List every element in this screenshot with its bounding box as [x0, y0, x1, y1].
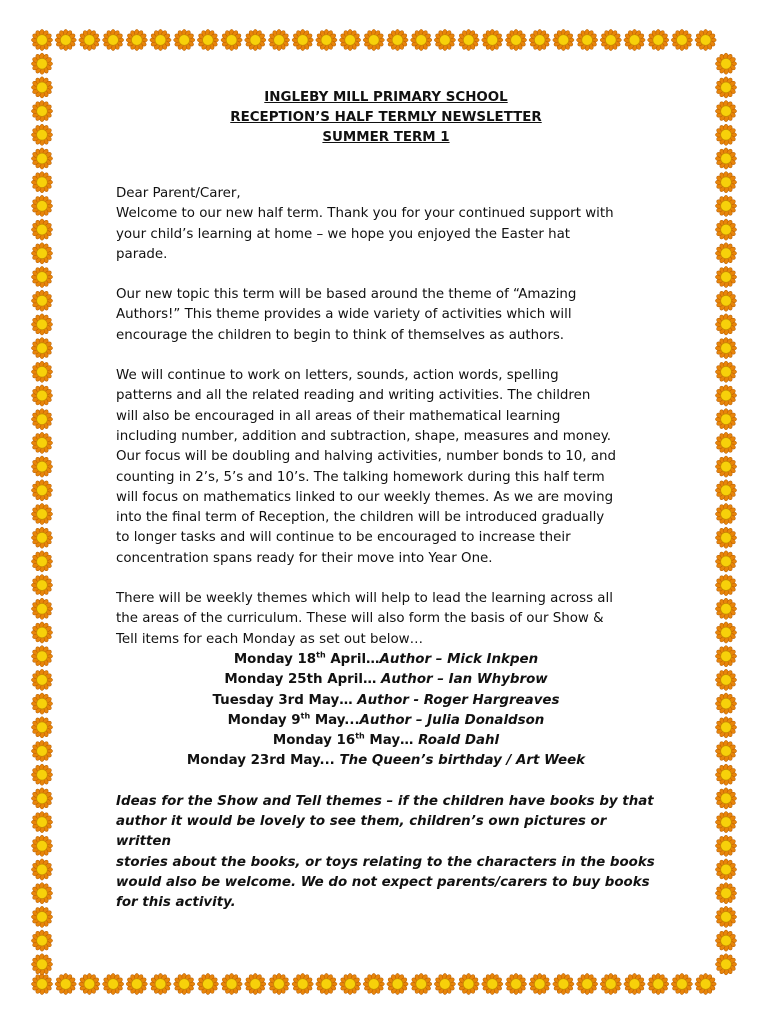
sun-flower-icon [268, 973, 289, 994]
learning-line: patterns and all the related reading and writing activities. The children [116, 388, 591, 404]
sun-flower-icon [31, 859, 52, 880]
topic-paragraph [116, 285, 656, 346]
sun-flower-icon [150, 29, 171, 50]
schedule-row: Monday 9th May...Author – Julia Donaldson [227, 711, 545, 728]
sun-flower-icon [31, 480, 52, 501]
topic-line: encourage the children to begin to think of themselves as authors. [116, 327, 565, 343]
intro-line: parade. [116, 246, 168, 262]
sun-flower-icon [624, 29, 645, 50]
sun-flower-icon [600, 973, 621, 994]
sun-flower-icon [31, 124, 52, 145]
sun-flower-icon [715, 835, 736, 856]
sun-flower-icon [174, 973, 195, 994]
sun-flower-icon [31, 954, 52, 975]
sun-flower-icon [715, 361, 736, 382]
greeting: Dear Parent/Carer, [116, 186, 241, 201]
sun-flower-icon [126, 973, 147, 994]
newsletter [116, 88, 656, 914]
sun-flower-icon [387, 973, 408, 994]
sun-flower-icon [31, 883, 52, 904]
sun-flower-icon [715, 337, 736, 358]
sun-flower-icon [221, 29, 242, 50]
sun-flower-icon [624, 973, 645, 994]
sun-flower-icon [31, 693, 52, 714]
sun-flower-icon [31, 29, 52, 50]
sun-flower-icon [671, 973, 692, 994]
sun-flower-icon [715, 764, 736, 785]
ideas-line: stories about the books, or toys relating to the characters in the books [116, 854, 655, 870]
sun-flower-icon [715, 598, 736, 619]
schedule-row: Monday 18th April…Author – Mick Inkpen [233, 650, 539, 667]
sun-flower-icon [31, 385, 52, 406]
learning-paragraph [116, 366, 656, 569]
newsletter-title [116, 88, 656, 148]
sun-flower-icon [55, 973, 76, 994]
sun-flower-icon [31, 314, 52, 335]
sun-flower-icon [576, 973, 597, 994]
learning-line: will focus on mathematics linked to our weekly themes. As we are moving [116, 489, 614, 505]
sun-flower-icon [31, 835, 52, 856]
sun-flower-icon [387, 29, 408, 50]
sun-flower-icon [31, 622, 52, 643]
themes-line: the areas of the curriculum. These will also form the basis of our Show & [116, 611, 604, 627]
sun-flower-icon [31, 195, 52, 216]
sun-flower-icon [715, 148, 736, 169]
intro-line: Welcome to our new half term. Thank you for your continued support with [116, 206, 614, 222]
show-and-tell-ideas [116, 792, 656, 914]
sun-flower-icon [715, 527, 736, 548]
sun-flower-icon [31, 53, 52, 74]
sun-flower-icon [715, 551, 736, 572]
sun-flower-icon [715, 243, 736, 264]
sun-flower-icon [363, 29, 384, 50]
sun-flower-icon [103, 29, 124, 50]
sun-flower-icon [31, 243, 52, 264]
schedule-row: Monday 25th April… Author – Ian Whybrow [224, 672, 548, 688]
learning-line: to longer tasks and will continue to be encouraged to increase their [116, 530, 571, 546]
sun-flower-icon [79, 29, 100, 50]
sun-flower-icon [103, 973, 124, 994]
learning-line: will also be encouraged in all areas of their mathematical learning [116, 408, 561, 424]
sun-flower-icon [715, 480, 736, 501]
greeting-paragraph [116, 184, 656, 265]
sun-flower-icon [648, 973, 669, 994]
sun-flower-icon [715, 100, 736, 121]
sun-flower-icon [126, 29, 147, 50]
sun-flower-icon [411, 973, 432, 994]
topic-line: Our new topic this term will be based around the theme of “Amazing [116, 287, 577, 303]
sun-flower-icon [434, 29, 455, 50]
sun-flower-icon [715, 930, 736, 951]
sun-flower-icon [715, 669, 736, 690]
sun-flower-icon [31, 527, 52, 548]
sun-flower-icon [715, 717, 736, 738]
show-and-tell-schedule [116, 650, 656, 772]
sun-flower-icon [715, 788, 736, 809]
sun-flower-icon [245, 973, 266, 994]
learning-line: concentration spans ready for their move into Year One. [116, 550, 493, 566]
sun-flower-icon [411, 29, 432, 50]
sun-flower-icon [715, 740, 736, 761]
learning-line: We will continue to work on letters, sounds, action words, spelling [116, 368, 559, 384]
sun-flower-icon [576, 29, 597, 50]
topic-line: Authors!” This theme provides a wide variety of activities which will [116, 307, 572, 323]
learning-line: into the final term of Reception, the children will be introduced gradually [116, 510, 605, 526]
ideas-line: for this activity. [116, 895, 236, 911]
ideas-line: would also be welcome. We do not expect parents/carers to buy books [116, 874, 650, 890]
sun-flower-icon [31, 717, 52, 738]
sun-flower-icon [715, 693, 736, 714]
sun-flower-icon [31, 973, 52, 994]
sun-flower-icon [715, 219, 736, 240]
sun-flower-icon [316, 29, 337, 50]
sun-flower-icon [458, 29, 479, 50]
sun-flower-icon [31, 503, 52, 524]
schedule-row: Monday 16th May… Roald Dahl [272, 731, 500, 749]
sun-flower-icon [31, 646, 52, 667]
sun-flower-icon [482, 29, 503, 50]
sun-flower-icon [31, 266, 52, 287]
themes-line: Tell items for each Monday as set out below… [116, 631, 424, 647]
sun-flower-icon [79, 973, 100, 994]
sun-flower-icon [715, 266, 736, 287]
sun-flower-icon [31, 432, 52, 453]
sun-flower-icon [31, 148, 52, 169]
sun-flower-icon [553, 973, 574, 994]
learning-line: Our focus will be doubling and halving activities, number bonds to 10, and [116, 449, 617, 465]
sun-flower-icon [482, 973, 503, 994]
sun-flower-icon [715, 883, 736, 904]
sun-flower-icon [715, 172, 736, 193]
sun-flower-icon [695, 973, 716, 994]
sun-flower-icon [715, 290, 736, 311]
sun-flower-icon [340, 29, 361, 50]
sun-flower-icon [31, 409, 52, 430]
sun-flower-icon [55, 29, 76, 50]
sun-flower-icon [553, 29, 574, 50]
sun-flower-icon [715, 409, 736, 430]
learning-line: counting in 2’s, 5’s and 10’s. The talking homework during this half term [116, 469, 605, 485]
sun-flower-icon [31, 172, 52, 193]
sun-flower-icon [31, 669, 52, 690]
sun-flower-icon [221, 973, 242, 994]
sun-flower-icon [715, 456, 736, 477]
sun-flower-icon [715, 503, 736, 524]
sun-flower-icon [31, 598, 52, 619]
schedule-row: Monday 23rd May... The Queen’s birthday / Art Week [186, 753, 586, 769]
sun-flower-icon [715, 195, 736, 216]
sun-flower-icon [715, 811, 736, 832]
sun-flower-icon [31, 812, 52, 833]
sun-flower-icon [529, 973, 550, 994]
sun-flower-icon [31, 338, 52, 359]
learning-line: including number, addition and subtraction, shape, measures and money. [116, 428, 611, 444]
sun-flower-icon [715, 432, 736, 453]
sun-flower-icon [31, 290, 52, 311]
sun-flower-icon [529, 29, 550, 50]
term-name: SUMMER TERM 1 [322, 130, 450, 145]
sun-flower-icon [31, 906, 52, 927]
sun-flower-icon [600, 29, 621, 50]
sun-flower-icon [458, 973, 479, 994]
sun-flower-icon [715, 906, 736, 927]
sun-flower-icon [715, 574, 736, 595]
sun-flower-icon [31, 77, 52, 98]
sun-flower-icon [31, 930, 52, 951]
sun-flower-icon [715, 314, 736, 335]
sun-flower-icon [715, 646, 736, 667]
sun-flower-icon [31, 740, 52, 761]
sun-flower-icon [31, 101, 52, 122]
sun-flower-icon [340, 973, 361, 994]
sun-flower-icon [245, 29, 266, 50]
sun-flower-icon [715, 385, 736, 406]
newsletter-name: RECEPTION’S HALF TERMLY NEWSLETTER [230, 110, 542, 125]
sun-flower-icon [197, 973, 218, 994]
sun-flower-icon [434, 973, 455, 994]
sun-flower-icon [292, 29, 313, 50]
sun-flower-icon [31, 788, 52, 809]
sun-flower-icon [31, 764, 52, 785]
schedule-row: Tuesday 3rd May… Author - Roger Hargreaves [212, 692, 560, 708]
sun-flower-icon [505, 973, 526, 994]
sun-flower-icon [715, 77, 736, 98]
sun-flower-icon [715, 859, 736, 880]
sun-flower-icon [292, 973, 313, 994]
sun-flower-icon [715, 124, 736, 145]
sun-flower-icon [31, 456, 52, 477]
sun-flower-icon [715, 954, 736, 975]
sun-flower-icon [505, 29, 526, 50]
sun-flower-icon [174, 29, 195, 50]
sun-flower-icon [363, 973, 384, 994]
sun-flower-icon [268, 29, 289, 50]
sun-flower-icon [150, 973, 171, 994]
sun-flower-icon [671, 29, 692, 50]
sun-flower-icon [695, 29, 716, 50]
sun-flower-icon [715, 53, 736, 74]
sun-flower-icon [715, 622, 736, 643]
intro-line: your child’s learning at home – we hope you enjoyed the Easter hat [116, 226, 571, 242]
sun-flower-icon [31, 219, 52, 240]
sun-flower-icon [31, 361, 52, 382]
school-name: INGLEBY MILL PRIMARY SCHOOL [264, 90, 508, 105]
sun-flower-icon [31, 551, 52, 572]
sun-flower-icon [648, 29, 669, 50]
ideas-line: Ideas for the Show and Tell themes – if the children have books by that [116, 793, 654, 809]
sun-flower-icon [316, 973, 337, 994]
ideas-line: author it would be lovely to see them, children’s own pictures or written [116, 814, 607, 850]
themes-line: There will be weekly themes which will help to lead the learning across all [116, 591, 613, 607]
sun-flower-icon [31, 575, 52, 596]
sun-flower-icon [197, 29, 218, 50]
themes-paragraph [116, 589, 656, 650]
